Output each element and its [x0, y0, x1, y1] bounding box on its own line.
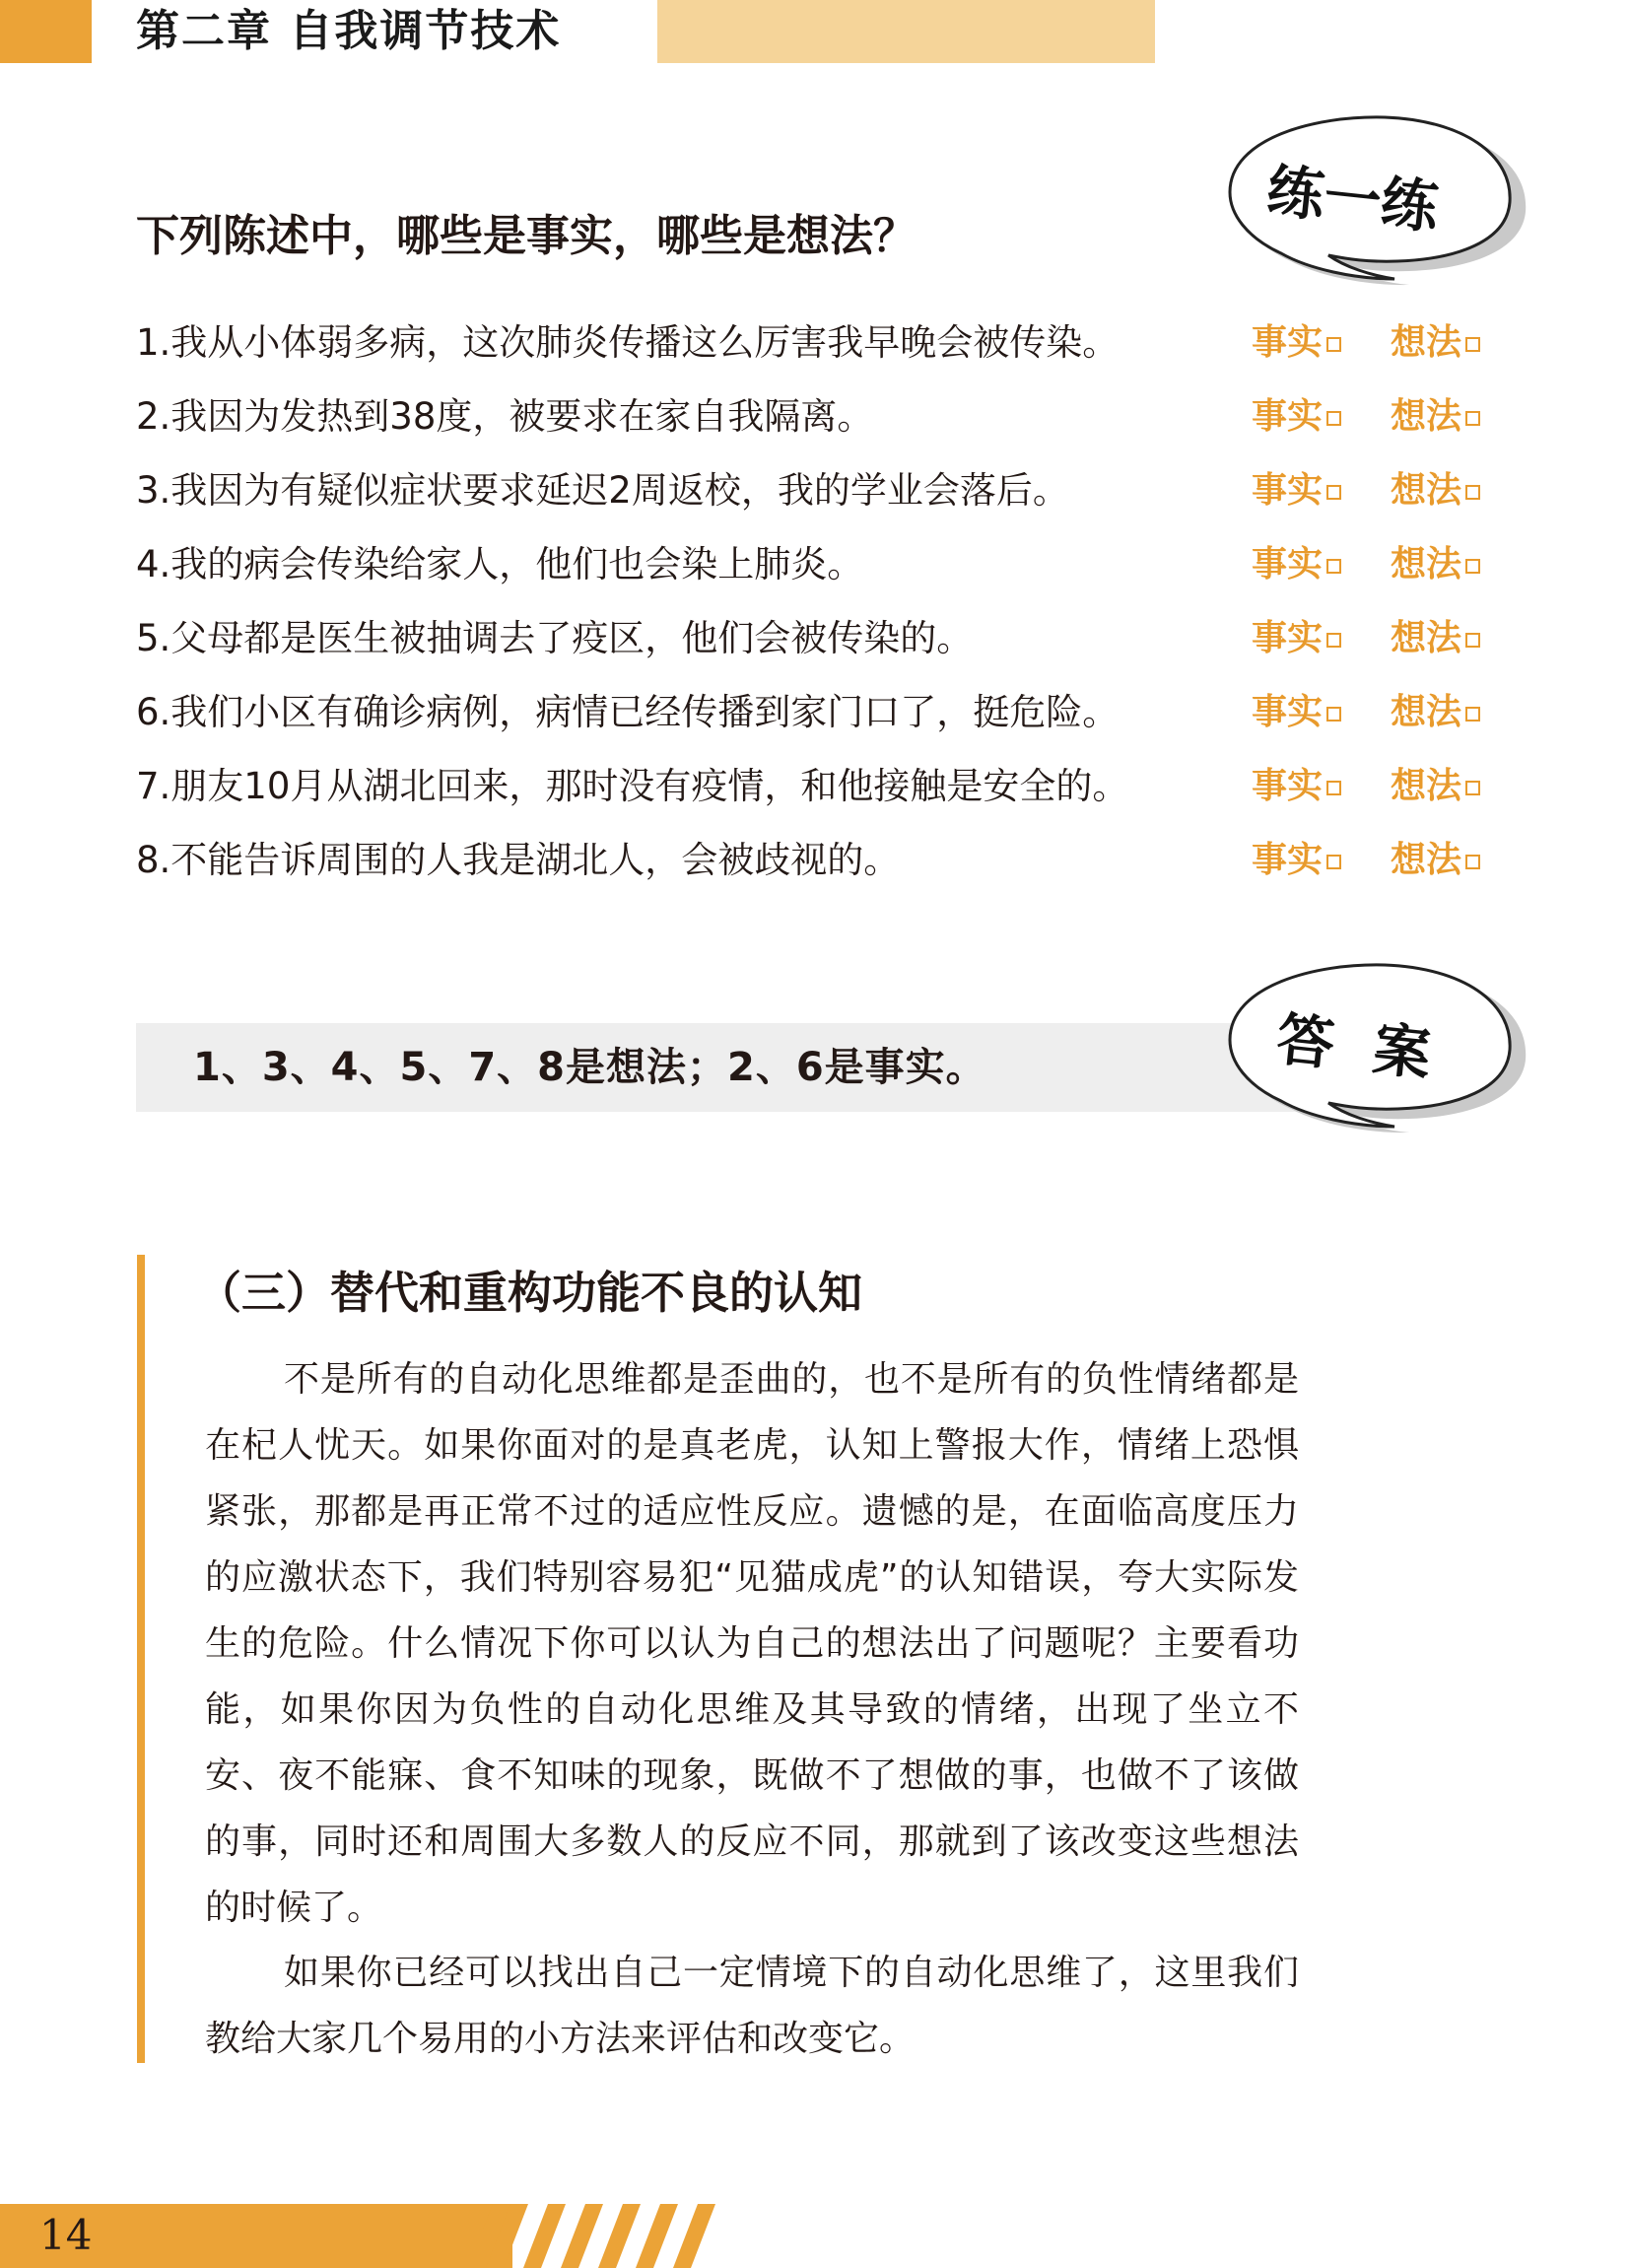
thought-label: 想法: [1391, 766, 1462, 806]
checkbox-icon: [1465, 485, 1480, 500]
header-accent-bar: [0, 0, 92, 63]
statement-list: [136, 313, 1516, 905]
fact-checkbox[interactable]: [1252, 609, 1341, 668]
fact-checkbox[interactable]: [1252, 757, 1341, 816]
fact-label: 事实: [1252, 470, 1324, 511]
thought-checkbox[interactable]: [1391, 609, 1480, 668]
answer-text: 1、3、4、5、7、8是想法；2、6是事实。: [193, 1045, 986, 1090]
stripes-decoration-icon: [483, 2204, 719, 2268]
fact-checkbox[interactable]: [1252, 387, 1341, 447]
statement-text: 5.父母都是医生被抽调去了疫区，他们会被传染的。: [136, 617, 974, 659]
fact-label: 事实: [1252, 322, 1324, 363]
list-item: [136, 683, 1516, 757]
checkbox-icon: [1465, 411, 1480, 426]
practice-badge: [1212, 113, 1537, 286]
list-item: [136, 535, 1516, 609]
answer-badge-label: 答 案: [1273, 1004, 1434, 1088]
checkbox-icon: [1326, 411, 1341, 426]
list-item: [136, 461, 1516, 535]
fact-checkbox[interactable]: [1252, 535, 1341, 594]
question-title: 下列陈述中，哪些是事实，哪些是想法？: [136, 211, 917, 261]
thought-label: 想法: [1391, 618, 1462, 658]
thought-checkbox[interactable]: [1391, 683, 1480, 742]
thought-checkbox[interactable]: [1391, 535, 1480, 594]
statement-text: 7.朋友10月从湖北回来，那时没有疫情，和他接触是安全的。: [136, 765, 1129, 807]
fact-label: 事实: [1252, 766, 1324, 806]
fact-label: 事实: [1252, 692, 1324, 732]
fact-checkbox[interactable]: [1252, 313, 1341, 373]
list-item: [136, 831, 1516, 905]
practice-badge-label: 练一练: [1263, 157, 1442, 241]
checkbox-icon: [1326, 559, 1341, 574]
fact-label: 事实: [1252, 618, 1324, 658]
statement-text: 1.我从小体弱多病，这次肺炎传播这么厉害我早晚会被传染。: [136, 321, 1120, 364]
list-item: [136, 387, 1516, 461]
body-paragraph: 如果你已经可以找出自己一定情境下的自动化思维了，这里我们教给大家几个易用的小方法来评估和改变它。: [205, 1953, 1299, 2059]
thought-label: 想法: [1391, 692, 1462, 732]
checkbox-icon: [1465, 707, 1480, 722]
fact-checkbox[interactable]: [1252, 461, 1341, 520]
thought-label: 想法: [1391, 840, 1462, 880]
thought-label: 想法: [1391, 544, 1462, 584]
thought-label: 想法: [1391, 470, 1462, 511]
thought-checkbox[interactable]: [1391, 831, 1480, 890]
section-title: （三）替代和重构功能不良的认知: [197, 1267, 863, 1319]
list-item: [136, 757, 1516, 831]
checkbox-icon: [1326, 337, 1341, 352]
statement-text: 8.不能告诉周围的人我是湖北人，会被歧视的。: [136, 839, 901, 881]
statement-text: 6.我们小区有确诊病例，病情已经传播到家门口了，挺危险。: [136, 691, 1120, 733]
checkbox-icon: [1326, 781, 1341, 795]
thought-label: 想法: [1391, 396, 1462, 437]
statement-text: 4.我的病会传染给家人，他们也会染上肺炎。: [136, 543, 864, 585]
checkbox-icon: [1465, 559, 1480, 574]
checkbox-icon: [1465, 633, 1480, 648]
fact-label: 事实: [1252, 396, 1324, 437]
list-item: [136, 313, 1516, 387]
answer-badge: [1212, 961, 1537, 1134]
checkbox-icon: [1465, 337, 1480, 352]
body-paragraph: 不是所有的自动化思维都是歪曲的，也不是所有的负性情绪都是在杞人忧天。如果你面对的是真老虎，认知上警报大作，情绪上恐惧紧张，那都是再正常不过的适应性反应。遗憾的是，在面临高度压力的应激状态下，我们特别容易犯“见猫成虎”的认知错误，夸大实际发生的危险。什么情况下你可以认为自己的想法出了问题呢？主要看功能，如果你因为负性的自动化思维及其导致的情绪，出现了坐立不安、夜不能寐、食不知味的现象，既做不了想做的事，也做不了该做的事，同时还和周围大多数人的反应不同，那就到了该改变这些想法的时候了。: [205, 1359, 1299, 1928]
fact-checkbox[interactable]: [1252, 683, 1341, 742]
checkbox-icon: [1326, 707, 1341, 722]
list-item: [136, 609, 1516, 683]
statement-text: 3.我因为有疑似症状要求延迟2周返校，我的学业会落后。: [136, 469, 1069, 512]
thought-checkbox[interactable]: [1391, 461, 1480, 520]
statement-text: 2.我因为发热到38度，被要求在家自我隔离。: [136, 395, 874, 438]
checkbox-icon: [1326, 633, 1341, 648]
thought-label: 想法: [1391, 322, 1462, 363]
checkbox-icon: [1465, 855, 1480, 869]
fact-label: 事实: [1252, 840, 1324, 880]
header-accent-bar-light: [657, 0, 1155, 63]
checkbox-icon: [1465, 781, 1480, 795]
fact-label: 事实: [1252, 544, 1324, 584]
checkbox-icon: [1326, 855, 1341, 869]
chapter-title: 第二章 自我调节技术: [136, 6, 562, 56]
thought-checkbox[interactable]: [1391, 387, 1480, 447]
checkbox-icon: [1326, 485, 1341, 500]
fact-checkbox[interactable]: [1252, 831, 1341, 890]
thought-checkbox[interactable]: [1391, 757, 1480, 816]
page-number: 14: [39, 2211, 93, 2259]
thought-checkbox[interactable]: [1391, 313, 1480, 373]
section-accent-rule: [137, 1255, 145, 2063]
